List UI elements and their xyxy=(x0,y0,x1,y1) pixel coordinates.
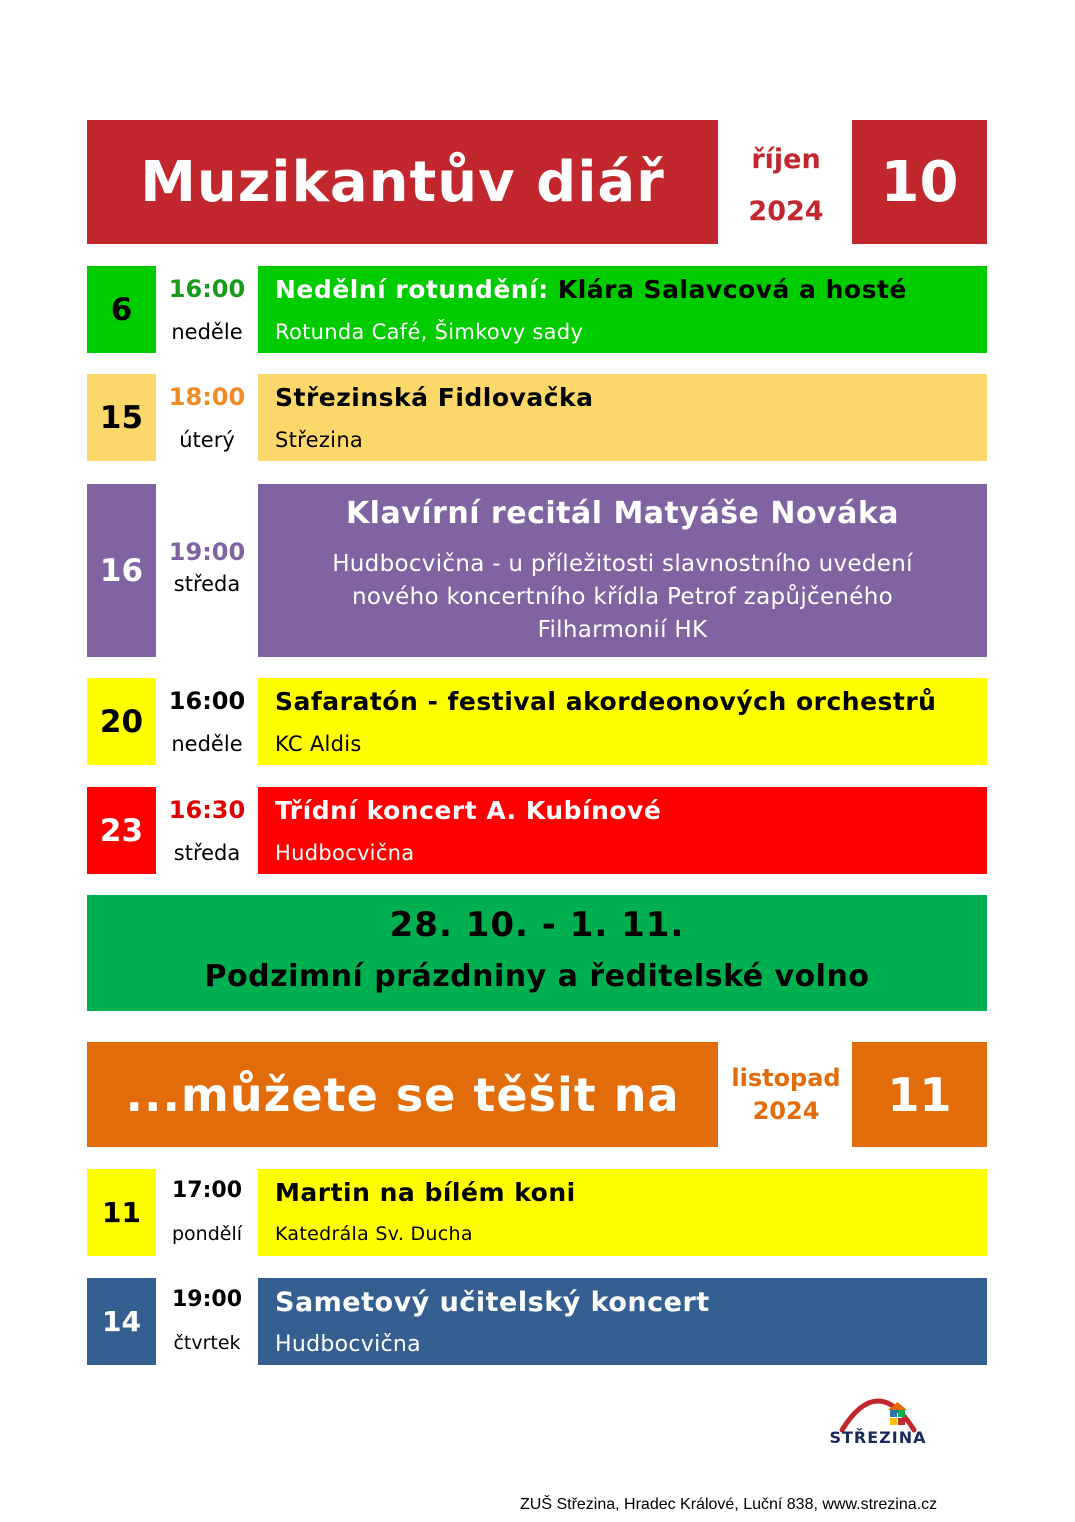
logo-text: STŘEZINA xyxy=(829,1428,927,1447)
event-day: 20 xyxy=(87,678,156,765)
event-time-block xyxy=(156,1278,258,1365)
november-month-number: 11 xyxy=(887,1067,952,1122)
holiday-dates: 28. 10. - 1. 11. xyxy=(389,905,685,945)
event-day: 23 xyxy=(87,787,156,874)
holiday-banner xyxy=(87,895,987,1011)
footer-address: ZUŠ Střezina, Hradec Králové, Luční 838, www.strezina.cz xyxy=(520,1496,938,1513)
event-info xyxy=(258,787,987,874)
event-time: 19:00 xyxy=(168,538,246,566)
october-title-banner xyxy=(87,120,718,244)
october-month-number: 10 xyxy=(880,149,959,215)
description-line: Filharmonií HK xyxy=(537,617,708,643)
event-day: 15 xyxy=(87,374,156,461)
event-time-block xyxy=(156,266,258,353)
october-title: Muzikantův diář xyxy=(140,149,665,215)
event-time-block xyxy=(156,1169,258,1256)
event-weekday: čtvrtek xyxy=(173,1332,241,1354)
october-month-number-box xyxy=(852,120,987,244)
event-title: Safaratón - festival akordeonových orchestrů xyxy=(275,687,937,716)
featured-event-description xyxy=(258,548,987,647)
event-time: 16:00 xyxy=(168,275,246,303)
event-info xyxy=(258,1278,987,1365)
event-place: Katedrála Sv. Ducha xyxy=(275,1223,473,1245)
event-time: 17:00 xyxy=(171,1178,243,1203)
november-month-name: listopad xyxy=(731,1064,841,1092)
november-year: 2024 xyxy=(752,1097,820,1125)
event-info xyxy=(258,484,987,657)
event-day: 11 xyxy=(87,1169,156,1256)
event-time-block xyxy=(156,678,258,765)
event-time: 16:30 xyxy=(168,796,246,824)
october-month-label xyxy=(726,134,846,238)
event-day: 16 xyxy=(87,484,156,657)
november-month-label xyxy=(722,1062,850,1132)
november-month-number-box xyxy=(852,1042,987,1147)
strezina-logo xyxy=(810,1370,946,1466)
november-title: ...můžete se těšit na xyxy=(125,1067,680,1122)
event-info xyxy=(258,1169,987,1256)
event-title: Nedělní rotundění: Klára Salavcová a hosté xyxy=(275,275,907,304)
description-line: Hudbocvična - u příležitosti slavnostního uvedení xyxy=(332,551,913,577)
event-place: Hudbocvična xyxy=(275,1332,421,1357)
event-time: 18:00 xyxy=(168,383,246,411)
event-weekday: středa xyxy=(173,841,241,865)
event-weekday: středa xyxy=(173,572,241,596)
event-weekday: neděle xyxy=(171,320,243,344)
november-title-banner xyxy=(87,1042,718,1147)
event-title: Sametový učitelský koncert xyxy=(275,1287,710,1318)
event-place: KC Aldis xyxy=(275,732,362,756)
event-weekday: úterý xyxy=(179,428,235,452)
october-month-name: říjen xyxy=(751,144,821,175)
event-info xyxy=(258,678,987,765)
event-time-block xyxy=(156,374,258,461)
event-place: Hudbocvična xyxy=(275,841,415,865)
event-info xyxy=(258,266,987,353)
event-time: 19:00 xyxy=(171,1287,243,1312)
event-time-block xyxy=(156,484,258,657)
event-place: Rotunda Café, Šimkovy sady xyxy=(275,320,584,344)
holiday-text: Podzimní prázdniny a ředitelské volno xyxy=(204,959,870,994)
event-day: 6 xyxy=(87,266,156,353)
featured-event-title: Klavírní recitál Matyáše Nováka xyxy=(345,496,900,531)
event-day: 14 xyxy=(87,1278,156,1365)
event-title: Třídní koncert A. Kubínové xyxy=(275,796,662,825)
event-weekday: pondělí xyxy=(171,1223,243,1245)
october-year: 2024 xyxy=(748,196,824,227)
event-weekday: neděle xyxy=(171,732,243,756)
event-title: Střezinská Fidlovačka xyxy=(275,383,594,412)
event-title: Martin na bílém koni xyxy=(275,1178,576,1207)
event-time-block xyxy=(156,787,258,874)
event-time: 16:00 xyxy=(168,687,246,715)
event-place: Střezina xyxy=(275,428,364,452)
description-line: nového koncertního křídla Petrof zapůjčeného xyxy=(351,584,894,610)
event-info xyxy=(258,374,987,461)
